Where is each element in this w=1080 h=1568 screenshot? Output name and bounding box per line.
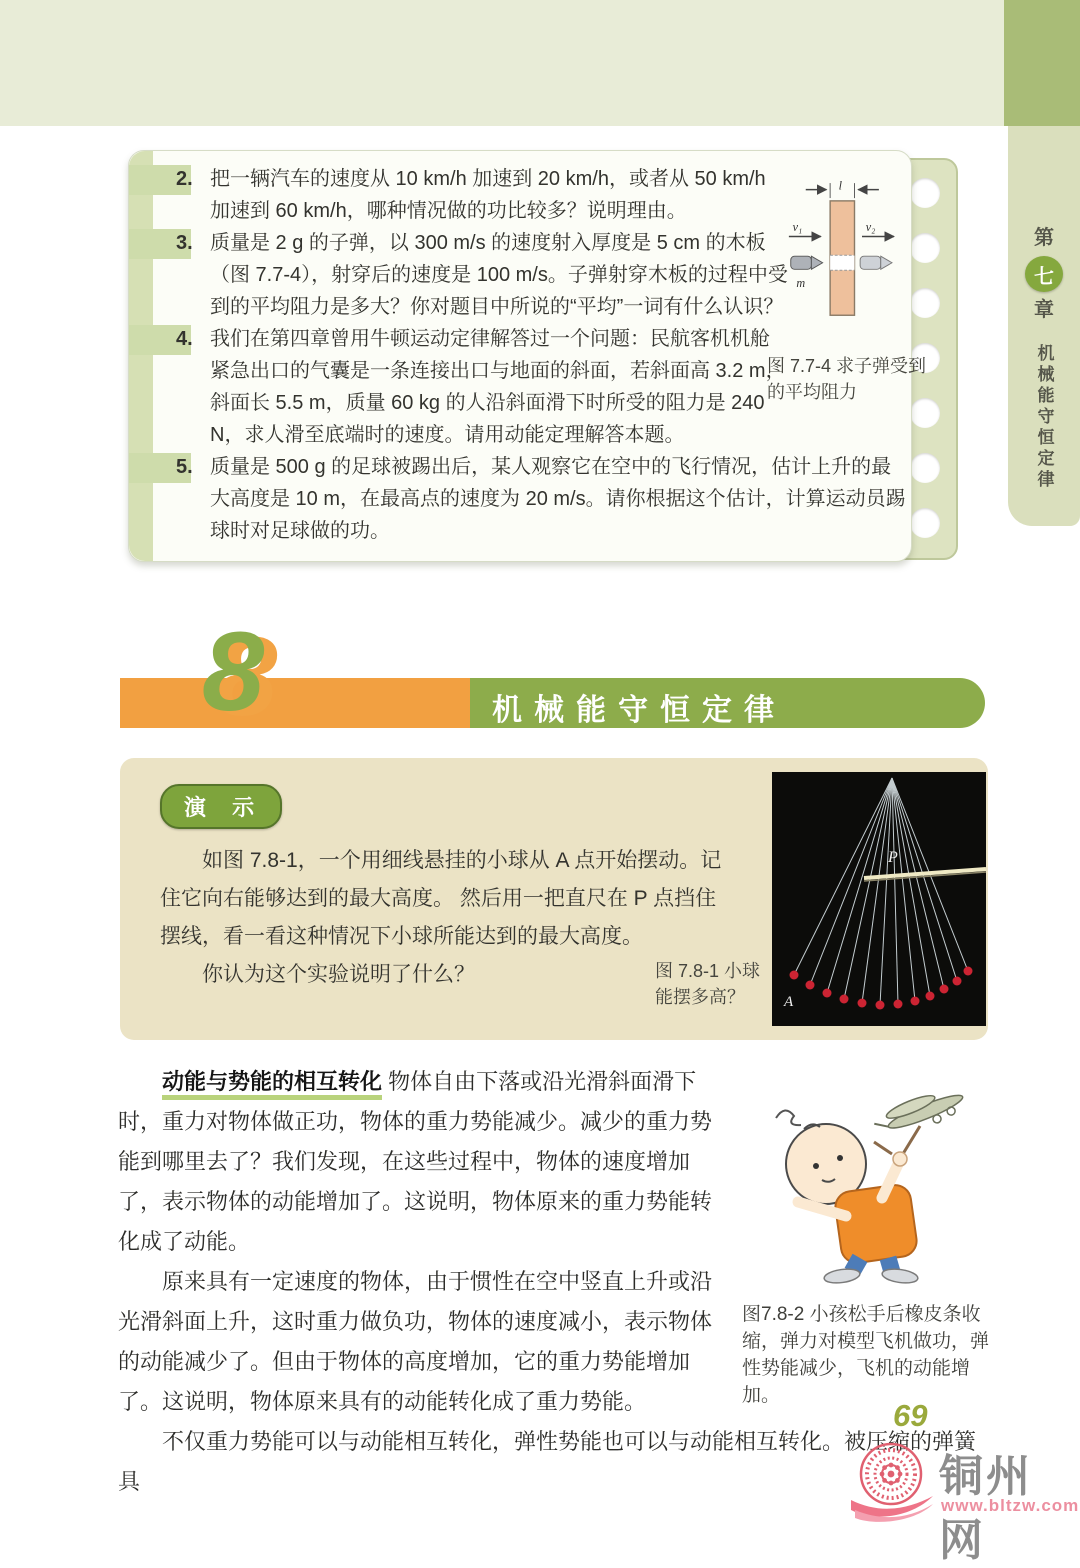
figure-7-8-2 xyxy=(742,1066,990,1409)
child-model-plane-cartoon xyxy=(742,1066,990,1284)
demo-badge: 演 示 xyxy=(160,784,282,829)
bullet-board-diagram xyxy=(772,169,922,334)
watermark-site-url: www.bltzw.com xyxy=(941,1496,1080,1515)
chapter-title-vertical: 机械能守恒定律 xyxy=(1034,344,1054,491)
photo-label-p: P xyxy=(888,849,898,866)
section-title: 机械能守恒定律 xyxy=(492,694,786,727)
problem-2-number: 2. xyxy=(176,168,193,190)
figure-7-8-1-caption: 图 7.8-1 小球能摆多高？ xyxy=(655,961,761,1007)
photo-label-a: A xyxy=(784,994,794,1010)
problem-4-number: 4. xyxy=(176,328,193,350)
paragraph-1-text: 物体自由下落或沿光滑斜面滑下时，重力对物体做正功，物体的重力势能减少。减少的重力势能到哪里去了？我们发现，在这些过程中，物体的速度增加了，表示物体的动能增加了。这说明，物体原来的重力势能转化成了动能。 xyxy=(118,1069,713,1254)
problem-2-text: 把一辆汽车的速度从 10 km/h 加速到 20 km/h，或者从 50 km/h 加速到 60 km/h，哪种情况做的功比较多？说明理由。 xyxy=(210,168,766,222)
watermark-site-name: 铜州网 xyxy=(939,1452,1033,1565)
demo-text xyxy=(160,842,725,994)
page-number: 69 xyxy=(893,1398,928,1433)
binder-hole xyxy=(910,453,940,483)
label-m: m xyxy=(796,276,806,291)
label-v2: v₂ xyxy=(865,219,876,234)
problem-4 xyxy=(176,323,788,451)
chapter-suffix: 章 xyxy=(1034,299,1054,321)
watermark-stamp-icon xyxy=(845,1438,937,1523)
site-watermark xyxy=(845,1438,1080,1565)
problem-3-number: 3. xyxy=(176,232,193,254)
pendulum-strobe-photo xyxy=(772,772,986,1026)
problem-3 xyxy=(176,227,788,323)
top-band xyxy=(0,0,1004,126)
section-header-orange-bar xyxy=(120,678,470,728)
label-l: l xyxy=(838,178,842,193)
exercise-notebook-paper xyxy=(128,150,927,562)
figure-7-8-2-caption: 图7.8-2 小孩松手后橡皮条收缩，弹力对模型飞机做功，弹性势能减少，飞机的动能增加。 xyxy=(742,1304,990,1406)
problem-2 xyxy=(176,163,788,227)
demo-box xyxy=(120,758,988,1040)
binder-hole xyxy=(910,508,940,538)
chapter-prefix: 第 xyxy=(1034,227,1054,249)
figure-7-7-4 xyxy=(767,169,927,405)
problem-5-number: 5. xyxy=(176,456,193,478)
chapter-number-badge: 七 xyxy=(1025,256,1063,292)
problem-3-text: 质量是 2 g 的子弹，以 300 m/s 的速度射入厚度是 5 cm 的木板（图 7.7-4），射穿后的速度是 100 m/s。子弹射穿木板的过程中受到的平均阻力是多大？你对题目中所说的“平均”一词有什么认识？ xyxy=(210,232,788,318)
demo-question: 你认为这个实验说明了什么？ xyxy=(202,963,475,986)
demo-paragraph: 如图 7.8-1，一个用细线悬挂的小球从 A 点开始摆动。记住它向右能够达到的最大高度。 然后用一把直尺在 P 点挡住摆线，看一看这种情况下小球所能达到的最大高度。 xyxy=(160,849,722,948)
notebook-left-strip xyxy=(129,151,153,561)
main-content xyxy=(118,1062,990,1502)
problem-5-text: 质量是 500 g 的足球被踢出后，某人观察它在空中的飞行情况，估计上升的最大高度是 10 m，在最高点的速度为 20 m/s。请你根据这个估计，计算运动员踢球时对足球做的功。 xyxy=(210,456,906,542)
figure-7-7-4-caption: 图 7.7-4 求子弹受到的平均阻力 xyxy=(767,356,927,402)
paragraph-2: 原来具有一定速度的物体，由于惯性在空中竖直上升或沿光滑斜面上升，这时重力做负功，物体的速度减小，表示物体的动能减少了。但由于物体的高度增加，它的重力势能增加了。这说明，物体原来具有的动能转化成了重力势能。 xyxy=(118,1269,713,1414)
paragraph-heading: 动能与势能的相互转化 xyxy=(162,1069,382,1100)
chapter-side-tab xyxy=(1008,126,1080,526)
top-corner-block xyxy=(1004,0,1080,126)
paragraph-3: 不仅重力势能可以与动能相互转化，弹性势能也可以与动能相互转化。被压缩的弹簧具 xyxy=(118,1429,977,1494)
problem-5 xyxy=(176,451,911,547)
section-number: 8 xyxy=(202,609,265,734)
problem-4-text: 我们在第四章曾用牛顿运动定律解答过一个问题：民航客机机舱紧急出口的气囊是一条连接出口与地面的斜面，若斜面高 3.2 m，斜面长 5.5 m，质量 60 kg 的人沿斜面滑下时所受的阻力是 240 N，求人滑至底端时的速度。请用动能定理解答本题。 xyxy=(210,328,786,446)
label-v1: v₁ xyxy=(792,219,803,234)
section-header xyxy=(120,609,985,734)
